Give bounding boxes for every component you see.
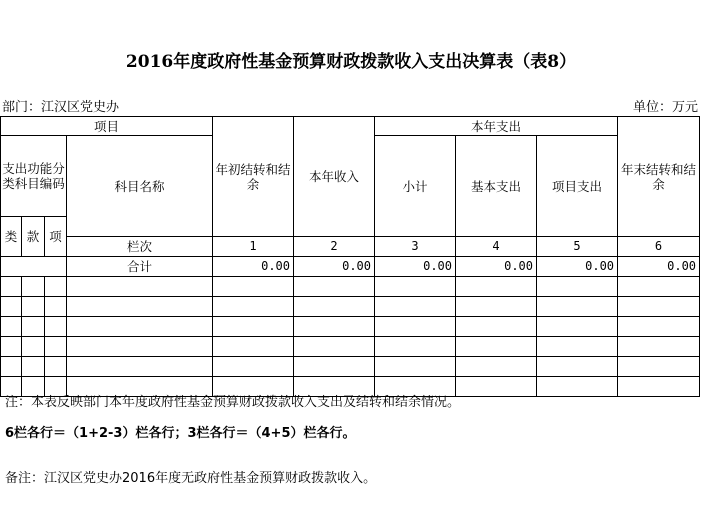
header-item: 项目 — [1, 117, 213, 136]
column-number: 4 — [456, 237, 537, 257]
total-label: 合计 — [67, 257, 213, 277]
column-number-row — [1, 237, 700, 257]
header-kuan: 款 — [22, 217, 45, 257]
note-line-3: 备注：江汉区党史办2016年度无政府性基金预算财政拨款收入。 — [5, 471, 377, 486]
header-xiang: 项 — [45, 217, 67, 257]
header-opening-balance: 年初结转和结余 — [213, 117, 294, 237]
header-lei: 类 — [1, 217, 22, 257]
column-number: 2 — [294, 237, 375, 257]
column-number: 3 — [375, 237, 456, 257]
header-closing-balance: 年末结转和结余 — [618, 117, 700, 237]
header-basic: 基本支出 — [456, 136, 537, 237]
column-number: 6 — [618, 237, 700, 257]
total-value: 0.00 — [456, 257, 537, 277]
total-value: 0.00 — [618, 257, 700, 277]
header-row-1 — [1, 117, 700, 136]
unit-label: 单位：万元 — [632, 100, 698, 115]
table-row — [1, 277, 700, 297]
blank-cell — [1, 257, 67, 277]
note-line-1: 注：本表反映部门本年度政府性基金预算财政拨款收入支出及结转和结余情况。 — [5, 395, 461, 410]
table-row — [1, 357, 700, 377]
column-number: 5 — [537, 237, 618, 257]
header-income: 本年收入 — [294, 117, 375, 237]
table-row — [1, 297, 700, 317]
page-title: 2016年度政府性基金预算财政拨款收入支出决算表（表8） — [125, 52, 577, 72]
budget-table — [0, 116, 700, 397]
total-value: 0.00 — [294, 257, 375, 277]
note-line-2-text: 6栏各行＝（1+2-3）栏各行；3栏各行＝（4+5）栏各行。 — [5, 426, 356, 441]
header-func-code: 支出功能分类科目编码 — [1, 136, 67, 217]
total-row — [1, 257, 700, 277]
total-value: 0.00 — [375, 257, 456, 277]
header-subtotal: 小计 — [375, 136, 456, 237]
total-value: 0.00 — [213, 257, 294, 277]
header-expenditure: 本年支出 — [375, 117, 618, 136]
total-value: 0.00 — [537, 257, 618, 277]
header-subject-name: 科目名称 — [67, 136, 213, 237]
table-row — [1, 337, 700, 357]
table-row — [1, 317, 700, 337]
note-line-2 — [5, 426, 356, 442]
column-number: 1 — [213, 237, 294, 257]
column-number-label: 栏次 — [67, 237, 213, 257]
department-label: 部门：江汉区党史办 — [2, 100, 120, 115]
header-project: 项目支出 — [537, 136, 618, 237]
table-row — [1, 377, 700, 397]
